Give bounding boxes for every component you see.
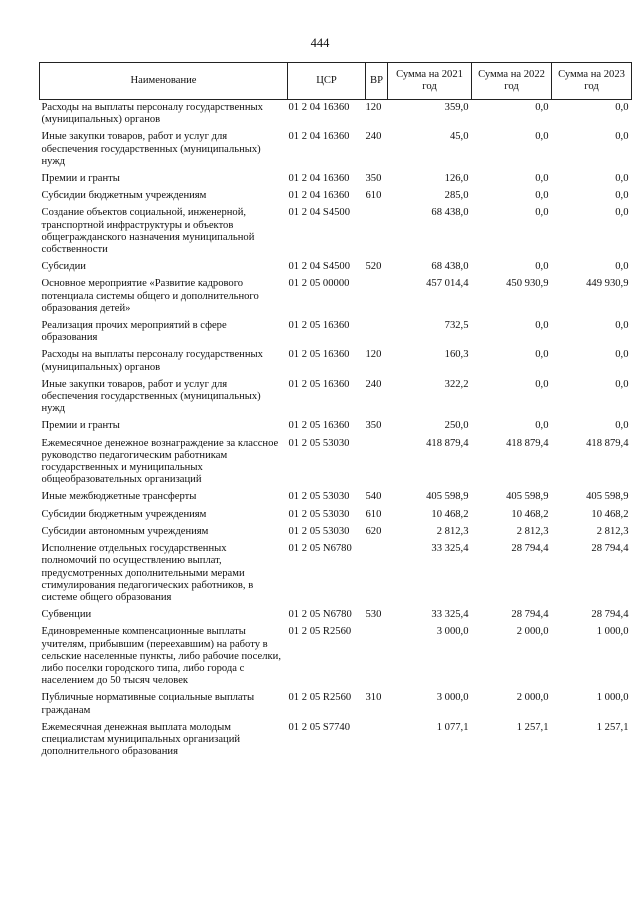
header-name: Наименование bbox=[40, 63, 288, 100]
row-sum-2022: 0,0 bbox=[535, 190, 549, 202]
row-name: Иные закупки товаров, работ и услуг для обеспечения государственных (муниципальных) нужд bbox=[41, 131, 261, 167]
row-csr: 01 2 05 53030 bbox=[288, 508, 350, 520]
row-sum-2023: 0,0 bbox=[615, 378, 629, 390]
row-sum-2021: 33 325,4 bbox=[431, 543, 469, 555]
row-csr: 01 2 05 N6780 bbox=[288, 543, 352, 555]
row-csr: 01 2 05 53030 bbox=[288, 491, 350, 503]
row-name: Иные закупки товаров, работ и услуг для обеспечения государственных (муниципальных) нужд bbox=[41, 378, 261, 415]
row-sum-2022: 450 930,9 bbox=[506, 278, 549, 290]
row-sum-2023: 0,0 bbox=[615, 131, 629, 143]
row-csr: 01 2 04 S4500 bbox=[288, 207, 351, 219]
row-vr: 120 bbox=[365, 102, 382, 113]
row-sum-2022: 1 257,1 bbox=[516, 721, 549, 733]
row-name: Создание объектов социальной, инженерной, транспортной инфраструктуры и объектов общегражданского назначения муниципальной собственности bbox=[41, 207, 255, 256]
row-sum-2023: 28 794,4 bbox=[591, 609, 629, 621]
row-name: Субсидии автономным учреждениям bbox=[41, 525, 209, 537]
row-name: Ежемесячное денежное вознаграждение за классное руководство педагогическим работникам государственных и муниципальных общеобразовательных организаций bbox=[41, 437, 279, 486]
row-sum-2021: 322,2 bbox=[444, 378, 469, 390]
table-row bbox=[40, 438, 632, 492]
row-sum-2021: 160,3 bbox=[444, 349, 469, 361]
header-vr: ВР bbox=[366, 63, 388, 100]
row-vr: 610 bbox=[365, 190, 382, 202]
row-vr bbox=[366, 320, 388, 349]
row-sum-2023: 1 000,0 bbox=[596, 626, 629, 638]
budget-table bbox=[39, 62, 632, 763]
row-sum-2022: 28 794,4 bbox=[511, 543, 549, 555]
row-sum-2023: 0,0 bbox=[615, 261, 629, 273]
row-sum-2021: 2 812,3 bbox=[436, 525, 469, 537]
table-row bbox=[40, 190, 632, 207]
row-name: Единовременные компенсационные выплаты учителям, прибывшим (переехавшим) на работу в сельские населенные пункты, либо рабочие поселки, либо поселки городского типа, либо города с населением до 50 тысяч человек bbox=[41, 626, 281, 687]
row-sum-2023: 0,0 bbox=[615, 349, 629, 361]
row-sum-2021: 68 438,0 bbox=[431, 261, 469, 273]
row-sum-2021: 45,0 bbox=[449, 131, 469, 143]
row-sum-2021: 33 325,4 bbox=[431, 609, 469, 621]
row-csr: 01 2 05 R2560 bbox=[288, 626, 352, 638]
row-sum-2021: 250,0 bbox=[444, 420, 469, 432]
row-vr bbox=[366, 278, 388, 320]
row-name: Расходы на выплаты персоналу государственных (муниципальных) органов bbox=[41, 349, 263, 373]
row-vr bbox=[366, 438, 388, 492]
row-vr bbox=[366, 722, 388, 764]
table-row bbox=[40, 420, 632, 437]
row-sum-2023: 0,0 bbox=[615, 190, 629, 202]
row-vr: 350 bbox=[365, 173, 382, 185]
row-sum-2023: 0,0 bbox=[615, 173, 629, 185]
row-csr: 01 2 04 16360 bbox=[288, 131, 350, 143]
table-row bbox=[40, 491, 632, 508]
row-name: Субсидии bbox=[41, 261, 86, 273]
row-sum-2022: 0,0 bbox=[535, 173, 549, 185]
row-sum-2021: 1 077,1 bbox=[436, 721, 469, 733]
row-csr: 01 2 05 S7740 bbox=[288, 721, 351, 733]
row-sum-2022: 405 598,9 bbox=[506, 491, 549, 503]
row-vr: 310 bbox=[365, 692, 382, 704]
row-sum-2023: 405 598,9 bbox=[586, 491, 629, 503]
row-csr: 01 2 04 16360 bbox=[288, 102, 350, 113]
header-csr: ЦСР bbox=[288, 63, 366, 100]
row-csr: 01 2 05 16360 bbox=[288, 320, 350, 332]
row-csr: 01 2 04 16360 bbox=[288, 190, 350, 202]
row-name: Премии и гранты bbox=[41, 173, 120, 185]
table-row bbox=[40, 100, 632, 132]
row-name: Иные межбюджетные трансферты bbox=[41, 491, 197, 503]
row-vr: 350 bbox=[365, 420, 382, 432]
table-row bbox=[40, 379, 632, 421]
row-vr: 240 bbox=[365, 131, 382, 143]
table-row bbox=[40, 320, 632, 349]
page-number: 444 bbox=[310, 36, 330, 50]
row-csr: 01 2 05 53030 bbox=[288, 525, 350, 537]
row-sum-2023: 0,0 bbox=[615, 207, 629, 219]
row-sum-2021: 457 014,4 bbox=[426, 278, 469, 290]
row-vr: 120 bbox=[365, 349, 382, 361]
row-sum-2022: 0,0 bbox=[535, 378, 549, 390]
table-row bbox=[40, 261, 632, 278]
row-csr: 01 2 05 00000 bbox=[288, 278, 350, 290]
table-body bbox=[40, 100, 632, 764]
row-csr: 01 2 04 S4500 bbox=[288, 261, 351, 273]
row-name: Реализация прочих мероприятий в сфере образования bbox=[41, 320, 227, 344]
row-sum-2021: 732,5 bbox=[444, 320, 469, 332]
row-sum-2022: 2 000,0 bbox=[516, 692, 549, 704]
row-sum-2021: 3 000,0 bbox=[436, 692, 469, 704]
table-row bbox=[40, 349, 632, 378]
table-row bbox=[40, 131, 632, 173]
table-row bbox=[40, 526, 632, 543]
table-row bbox=[40, 543, 632, 609]
row-vr: 530 bbox=[365, 609, 382, 621]
row-vr: 620 bbox=[365, 525, 382, 537]
row-sum-2023: 0,0 bbox=[615, 102, 629, 113]
row-sum-2022: 28 794,4 bbox=[511, 609, 549, 621]
row-sum-2022: 0,0 bbox=[535, 131, 549, 143]
row-sum-2023: 1 257,1 bbox=[596, 721, 629, 733]
row-sum-2023: 10 468,2 bbox=[591, 508, 629, 520]
row-name: Премии и гранты bbox=[41, 420, 120, 432]
header-sum-2022: Сумма на 2022 год bbox=[472, 63, 552, 100]
row-sum-2021: 418 879,4 bbox=[426, 437, 469, 449]
row-name: Основное мероприятие «Развитие кадрового потенциала системы общего и дополнительного образования детей» bbox=[41, 278, 259, 314]
row-sum-2023: 28 794,4 bbox=[591, 543, 629, 555]
row-vr: 610 bbox=[365, 508, 382, 520]
row-name: Субсидии бюджетным учреждениям bbox=[41, 508, 207, 520]
row-vr: 520 bbox=[365, 261, 382, 273]
row-sum-2022: 0,0 bbox=[535, 420, 549, 432]
row-sum-2023: 1 000,0 bbox=[596, 692, 629, 704]
row-sum-2021: 405 598,9 bbox=[426, 491, 469, 503]
table-row bbox=[40, 692, 632, 721]
row-sum-2022: 0,0 bbox=[535, 261, 549, 273]
table-row bbox=[40, 207, 632, 261]
row-csr: 01 2 05 16360 bbox=[288, 378, 350, 390]
row-sum-2023: 2 812,3 bbox=[596, 525, 629, 537]
row-vr: 240 bbox=[365, 378, 382, 390]
table-row bbox=[40, 278, 632, 320]
row-sum-2021: 126,0 bbox=[444, 173, 469, 185]
row-name: Ежемесячная денежная выплата молодым специалистам муниципальных организаций дополнительного образования bbox=[41, 721, 241, 758]
table-row bbox=[40, 609, 632, 626]
row-csr: 01 2 05 16360 bbox=[288, 420, 350, 432]
row-name: Субвенции bbox=[41, 609, 92, 621]
row-sum-2023: 449 930,9 bbox=[586, 278, 629, 290]
row-sum-2023: 418 879,4 bbox=[586, 437, 629, 449]
row-vr bbox=[366, 543, 388, 609]
row-sum-2022: 418 879,4 bbox=[506, 437, 549, 449]
row-sum-2021: 3 000,0 bbox=[436, 626, 469, 638]
table-row bbox=[40, 626, 632, 692]
row-sum-2021: 359,0 bbox=[444, 102, 469, 113]
row-name: Расходы на выплаты персоналу государственных (муниципальных) органов bbox=[41, 102, 263, 126]
header-sum-2023: Сумма на 2023 год bbox=[552, 63, 632, 100]
row-csr: 01 2 05 53030 bbox=[288, 437, 350, 449]
row-csr: 01 2 05 N6780 bbox=[288, 609, 352, 621]
row-name: Субсидии бюджетным учреждениям bbox=[41, 190, 207, 202]
row-name: Исполнение отдельных государственных полномочий по осуществлению выплат, предусмотренных дополнительными мерами стимулирования педагогических работников, в системе общего образования bbox=[41, 543, 254, 603]
row-vr bbox=[366, 626, 388, 692]
table-row bbox=[40, 173, 632, 190]
row-sum-2021: 10 468,2 bbox=[431, 508, 469, 520]
row-sum-2022: 0,0 bbox=[535, 320, 549, 332]
row-sum-2022: 10 468,2 bbox=[511, 508, 549, 520]
row-sum-2023: 0,0 bbox=[615, 420, 629, 432]
table-row bbox=[40, 509, 632, 526]
row-sum-2021: 285,0 bbox=[444, 190, 469, 202]
row-sum-2022: 2 000,0 bbox=[516, 626, 549, 638]
row-sum-2022: 0,0 bbox=[535, 102, 549, 113]
table-row bbox=[40, 722, 632, 764]
row-vr: 540 bbox=[365, 491, 382, 503]
row-name: Публичные нормативные социальные выплаты гражданам bbox=[41, 692, 255, 716]
header-sum-2021: Сумма на 2021 год bbox=[388, 63, 472, 100]
row-csr: 01 2 05 16360 bbox=[288, 349, 350, 361]
row-sum-2022: 0,0 bbox=[535, 207, 549, 219]
row-vr bbox=[366, 207, 388, 261]
row-csr: 01 2 05 R2560 bbox=[288, 692, 352, 704]
row-sum-2022: 2 812,3 bbox=[516, 525, 549, 537]
row-sum-2022: 0,0 bbox=[535, 349, 549, 361]
row-sum-2023: 0,0 bbox=[615, 320, 629, 332]
row-sum-2021: 68 438,0 bbox=[431, 207, 469, 219]
row-csr: 01 2 04 16360 bbox=[288, 173, 350, 185]
table-header-row bbox=[40, 63, 632, 100]
